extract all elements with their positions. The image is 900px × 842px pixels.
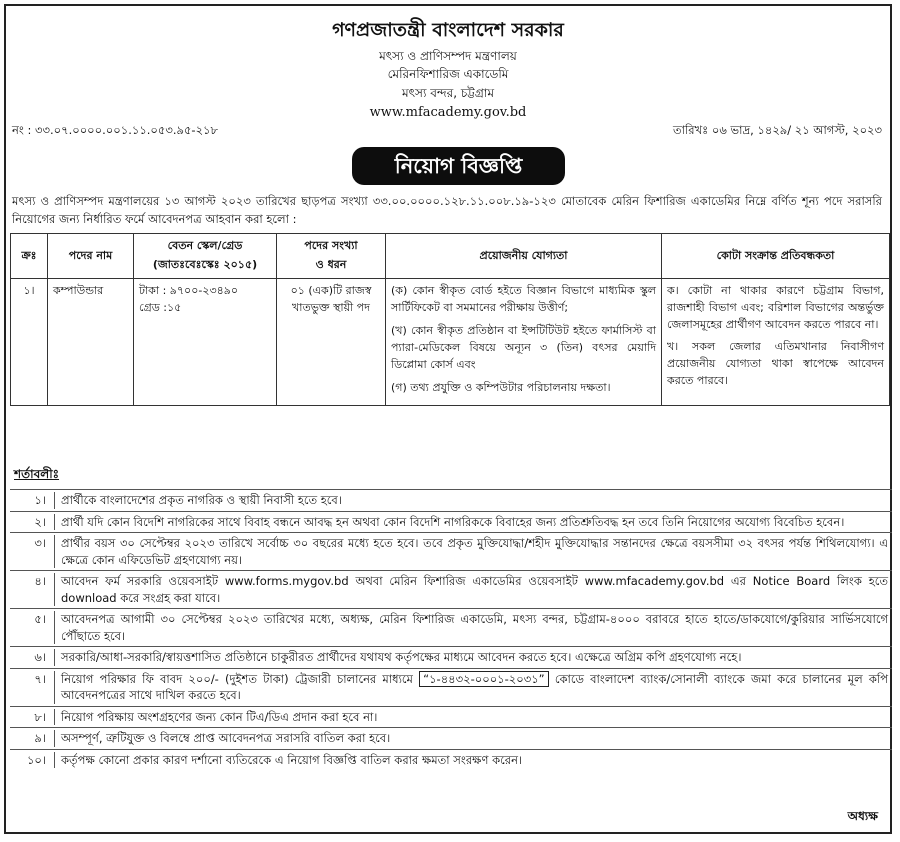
fee-text: নিয়োগ পরিক্ষার ফি বাবদ ২০০/- (দুইশত টাকা) ট্রেজারী চালানের মাধ্যমে bbox=[61, 671, 413, 686]
academy-name: মেরিনফিশারিজ একাডেমি bbox=[387, 67, 509, 81]
qualification-item: (গ) তথ্য প্রযুক্তি ও কম্পিউটার পরিচালনায় দক্ষতা। bbox=[391, 381, 611, 394]
term-text: প্রার্থীর বয়স ৩০ সেপ্টেম্বর ২০২৩ তারিখে সর্বোচ্চ ৩০ বছরের মধ্যে হতে হবে। তবে প্রকৃত মুক্তিযোদ্ধা/শহীদ মুক্তিযোদ্ধার সন্তানদের ক্ষেত্রে বয়সসীমা ৩২ বৎসর পর্যন্ত শিথিলযোগ্য। এ ক্ষেত্রে কোন এফিডেভিট গ্রহণযোগ্য নয়। bbox=[54, 535, 892, 568]
list-item bbox=[10, 727, 892, 749]
list-item bbox=[10, 511, 892, 533]
table-header-row bbox=[11, 234, 890, 279]
row-qualification bbox=[386, 279, 662, 406]
memo-number: নং : ৩৩.০৭.০০০০.০০১.১১.০৫৩.৯৫-২১৮ bbox=[12, 123, 218, 137]
row-scale-amount: টাকা : ৯৭০০-২৩৪৯০ bbox=[139, 284, 239, 297]
term-text: অসম্পূর্ণ, ত্রুটিযুক্ত ও বিলম্বে প্রাপ্ত আবেদনপত্র সরাসরি বাতিল করা হবে। bbox=[54, 730, 892, 747]
notice-date: তারিখঃ ০৬ ভাদ্র, ১৪২৯/ ২১ আগস্ট, ২০২৩ bbox=[673, 123, 882, 137]
term-number: ২। bbox=[34, 514, 46, 529]
list-item bbox=[10, 570, 892, 608]
header-post: পদের নাম bbox=[48, 234, 134, 279]
term-number: ৫। bbox=[34, 612, 46, 626]
fee-text-continued: কোডে বাংলাদেশ ব্যাংক/সোনালী ব্যাংকে জমা করে চালানের মূল কপি আবেদনপত্রের সাথে দাখিল করতে হবে। bbox=[61, 671, 889, 702]
list-item bbox=[10, 706, 892, 728]
term-number: ১০। bbox=[26, 752, 46, 767]
term-text: আবেদন ফর্ম সরকারি ওয়েবসাইট www.forms.mygov.bd অথবা মেরিন ফিশারিজ একাডেমির ওয়েবসাইট www.mfacademy.gov.bd এর Notice Board লিংক হতে download করে সংগ্রহ করা যাবে। bbox=[54, 573, 892, 606]
row-quota bbox=[662, 279, 890, 406]
term-text: আবেদনপত্র আগামী ৩০ সেপ্টেম্বর ২০২৩ তারিখের মধ্যে, অধ্যক্ষ, মেরিন ফিশারিজ একাডেমি, মৎস্য বন্দর, চট্টগ্রাম-৪০০০ বরাবরে হাতে হাতে/ডাকযোগে/কুরিয়ার সার্ভিসযোগে পৌঁছাতে হবে। bbox=[54, 611, 892, 644]
notice-document bbox=[4, 4, 892, 834]
term-text bbox=[54, 671, 892, 704]
terms-heading: শর্তাবলীঃ bbox=[14, 467, 60, 481]
signature-title: অধ্যক্ষ bbox=[847, 809, 878, 823]
term-number: ১। bbox=[34, 493, 46, 507]
term-number: ৬। bbox=[34, 650, 46, 664]
vacancy-table bbox=[10, 233, 890, 406]
row-scale-grade: গ্রেড :১৫ bbox=[139, 301, 182, 314]
term-text: নিয়োগ পরিক্ষায় অংশগ্রহণের জন্য কোন টিএ/ডিএ প্রদান করা হবে না। bbox=[54, 709, 892, 726]
header-count bbox=[277, 234, 386, 279]
row-count: ০১ (এক)টি রাজস্ব খাতভুক্ত স্থায়ী পদ bbox=[277, 279, 386, 406]
term-number: ৪। bbox=[34, 574, 46, 588]
header-scale bbox=[134, 234, 277, 279]
terms-list bbox=[10, 489, 892, 770]
qualification-item: (ক) কোন স্বীকৃত বোর্ড হইতে বিজ্ঞান বিভাগে মাধ্যমিক স্কুল সার্টিফিকেট বা সমমানের পরীক্ষায় উত্তীর্ণ; bbox=[391, 284, 656, 314]
header-serial: ক্রঃ bbox=[11, 234, 48, 279]
list-item bbox=[10, 668, 892, 706]
term-text: সরকারি/আধা-সরকারি/স্বায়ত্তশাসিত প্রতিষ্ঠানে চাকুরীরত প্রার্থীদের যথাযথ কর্তৃপক্ষের মাধ্যমে আবেদন করতে হবে। এক্ষেত্রে অগ্রিম কপি গ্রহণযোগ্য নহে। bbox=[54, 649, 892, 666]
list-item bbox=[10, 532, 892, 570]
table-row bbox=[11, 279, 890, 406]
term-number: ৩। bbox=[34, 536, 46, 550]
term-text: প্রার্থী যদি কোন বিদেশি নাগরিকের সাথে বিবাহ বন্ধনে আবদ্ধ হন অথবা কোন বিদেশি নাগরিককে বিবাহের জন্য প্রতিশ্রুতিবদ্ধ হন তবে তিনি নিয়োগের অযোগ্য বিবেচিত হবেন। bbox=[54, 514, 892, 531]
header-quota: কোটা সংক্রান্ত প্রতিবন্ধকতা bbox=[662, 234, 890, 279]
term-number: ৭। bbox=[34, 671, 46, 686]
intro-paragraph: মৎস্য ও প্রাণিসম্পদ মন্ত্রণালয়ের ১৩ আগস্ট ২০২৩ তারিখের ছাড়পত্র সংখ্যা ৩৩.০০.০০০০.১২৮.১১.০০৮.১৯-১২৩ মোতাবেক মেরিন ফিশারিজ একাডেমির নিম্নে বর্ণিত শূন্য পদে সরাসরি নিয়োগের জন্য নির্ধারিত ফর্মে আবেদনপত্র আহবান করা হলো : bbox=[12, 194, 882, 226]
header-count-line2: ও ধরন bbox=[315, 258, 347, 271]
list-item bbox=[10, 749, 892, 771]
quota-item: ক। কোটা না থাকার কারণে চট্টগ্রাম বিভাগ, রাজশাহী বিভাগ এবং; বরিশাল বিভাগের অন্তর্ভুক্ত জেলাসমূহের প্রার্থীগণ আবেদন করতে পারবে না। bbox=[667, 284, 884, 331]
term-text: প্রার্থীকে বাংলাদেশের প্রকৃত নাগরিক ও স্থায়ী নিবাসী হতে হবে। bbox=[54, 492, 892, 509]
notice-banner: নিয়োগ বিজ্ঞপ্তি bbox=[352, 147, 565, 185]
quota-item: খ। সকল জেলার এতিমখানার নিবাসীগণ প্রয়োজনীয় যোগ্যতা থাকা স্বাপেক্ষে আবেদন করতে পারবে। bbox=[667, 340, 884, 387]
ministry-name: মৎস্য ও প্রাণিসম্পদ মন্ত্রণালয় bbox=[379, 49, 517, 63]
academy-address: মৎস্য বন্দর, চট্টগ্রাম bbox=[401, 86, 494, 100]
term-text: কর্তৃপক্ষ কোনো প্রকার কারণ দর্শানো ব্যতিরেকে এ নিয়োগ বিজ্ঞপ্তি বাতিল করার ক্ষমতা সংরক্ষণ করেন। bbox=[54, 752, 892, 769]
header-scale-line1: বেতন স্কেল/গ্রেড bbox=[167, 239, 243, 252]
header-qualification: প্রয়োজনীয় যোগ্যতা bbox=[386, 234, 662, 279]
term-number: ৮। bbox=[34, 709, 46, 724]
treasury-code: “১-৪৪৩২-০০০১-২০৩১” bbox=[419, 671, 549, 687]
list-item bbox=[10, 489, 892, 511]
list-item bbox=[10, 608, 892, 646]
term-number: ৯। bbox=[34, 731, 46, 745]
row-scale bbox=[134, 279, 277, 406]
list-item bbox=[10, 646, 892, 668]
qualification-item: (খ) কোন স্বীকৃত প্রতিষ্ঠান বা ইন্সটিটিউট হইতে ফার্মাসিস্ট বা প্যারা-মেডিকেল বিষয়ে অন্যূন ৩ (তিন) বৎসর মেয়াদি ডিপ্লোমা কোর্স এবং bbox=[391, 324, 656, 371]
row-serial: ১। bbox=[11, 279, 48, 406]
header-count-line1: পদের সংখ্যা bbox=[304, 239, 358, 252]
academy-website: www.mfacademy.gov.bd bbox=[369, 105, 527, 120]
header-scale-line2: (জাতঃবেঃস্কেঃ ২০১৫) bbox=[152, 258, 258, 271]
government-title: গণপ্রজাতন্ত্রী বাংলাদেশ সরকার bbox=[332, 19, 564, 41]
row-post: কম্পাউন্ডার bbox=[48, 279, 134, 406]
